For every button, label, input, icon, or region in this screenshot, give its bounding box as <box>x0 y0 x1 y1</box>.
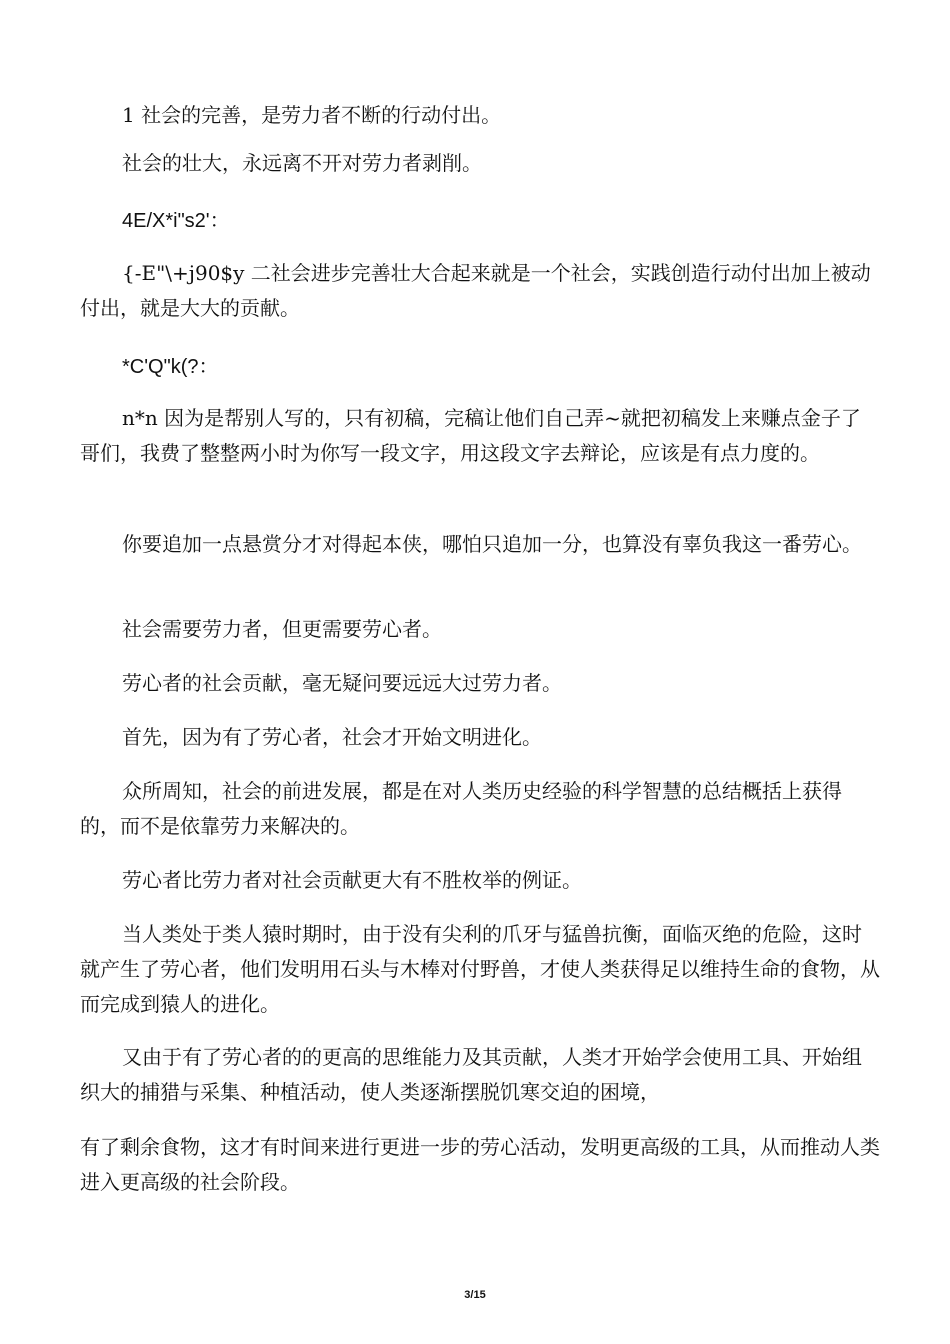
paragraph-4: {-E"\+j90$y 二社会进步完善壮大合起来就是一个社会，实践创造行动付出加上被动付出，就是大大的贡献。 <box>80 261 871 320</box>
paragraph-5: *C'Q"k(?： <box>122 356 219 378</box>
paragraph-7: 你要追加一点悬赏分才对得起本侠，哪怕只追加一分，也算没有辜负我这一番劳心。 <box>122 532 862 556</box>
page-number: 3/15 <box>464 1289 486 1301</box>
paragraph-2: 社会的壮大，永远离不开对劳力者剥削。 <box>122 151 482 175</box>
paragraph-8: 社会需要劳力者，但更需要劳心者。 <box>122 617 442 641</box>
paragraph-14: 又由于有了劳心者的的更高的思维能力及其贡献，人类才开始学会使用工具、开始组织大的捕猎与采集、种植活动，使人类逐渐摆脱饥寒交迫的困境， <box>80 1045 862 1104</box>
paragraph-6: n*n 因为是帮别人写的，只有初稿，完稿让他们自己弄~就把初稿发上来赚点金子了哥们，我费了整整两小时为你写一段文字，用这段文字去辩论，应该是有点力度的。 <box>80 406 861 465</box>
paragraph-3: 4E/X*i"s2'： <box>122 210 230 232</box>
paragraph-1: 1 社会的完善，是劳力者不断的行动付出。 <box>122 103 502 127</box>
paragraph-15: 有了剩余食物，这才有时间来进行更进一步的劳心活动，发明更高级的工具，从而推动人类进入更高级的社会阶段。 <box>80 1135 880 1194</box>
paragraph-11: 众所周知，社会的前进发展，都是在对人类历史经验的科学智慧的总结概括上获得的，而不是依靠劳力来解决的。 <box>80 779 842 838</box>
paragraph-12: 劳心者比劳力者对社会贡献更大有不胜枚举的例证。 <box>122 868 582 892</box>
paragraph-10: 首先，因为有了劳心者，社会才开始文明进化。 <box>122 725 542 749</box>
paragraph-9: 劳心者的社会贡献，毫无疑问要远远大过劳力者。 <box>122 671 562 695</box>
paragraph-13: 当人类处于类人猿时期时，由于没有尖利的爪牙与猛兽抗衡，面临灭绝的危险，这时就产生了劳心者，他们发明用石头与木棒对付野兽，才使人类获得足以维持生命的食物，从而完成到猿人的进化。 <box>80 922 880 1016</box>
